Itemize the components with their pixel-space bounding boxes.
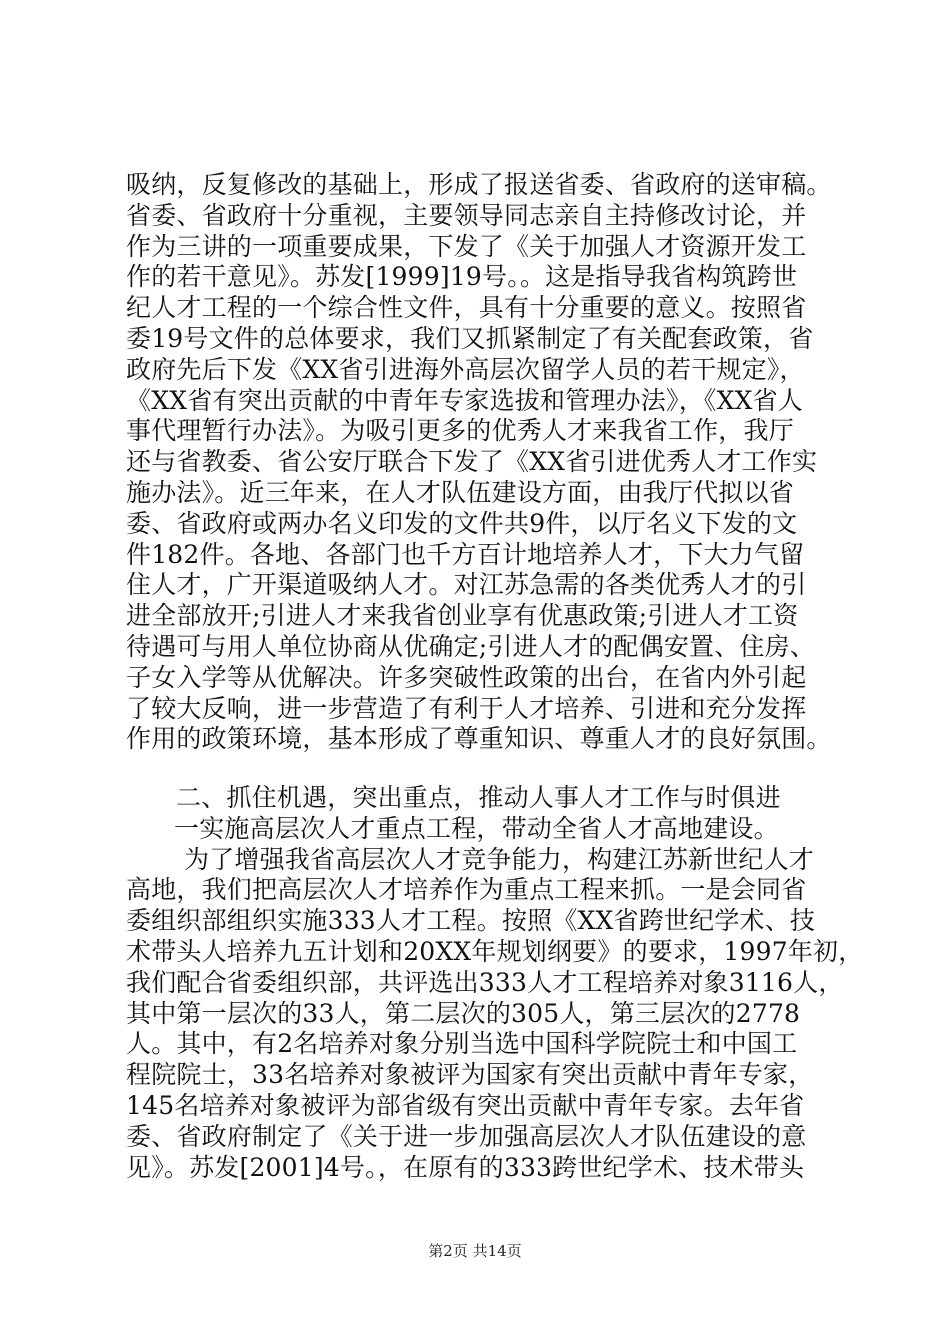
paragraph-1-line: 施办法》。近三年来，在人才队伍建设方面，由我厅代拟以省 <box>126 477 794 507</box>
paragraph-2-line: 委、省政府制定了《关于进一步加强高层次人才队伍建设的意 <box>126 1121 807 1151</box>
paragraph-2-line: 为了增强我省高层次人才竞争能力，构建江苏新世纪人才 <box>184 844 815 874</box>
paragraph-1-line: 委、省政府或两办名义印发的文件共9件，以厅名义下发的文 <box>126 508 798 538</box>
paragraph-2-line: 145名培养对象被评为部省级有突出贡献中青年专家。去年省 <box>126 1090 805 1120</box>
paragraph-1-line: 作为三讲的一项重要成果，下发了《关于加强人才资源开发工 <box>126 231 807 261</box>
paragraph-2-line: 高地，我们把高层次人才培养作为重点工程来抓。一是会同省 <box>126 875 807 905</box>
paragraph-1-line: 了较大反响，进一步营造了有利于人才培养、引进和充分发挥 <box>126 693 807 723</box>
paragraph-1-line: 委19号文件的总体要求，我们又抓紧制定了有关配套政策，省 <box>126 323 814 353</box>
paragraph-2-line: 其中第一层次的33人，第二层次的305人，第三层次的2778 <box>126 998 801 1028</box>
paragraph-1-line: 省委、省政府十分重视，主要领导同志亲自主持修改讨论，并 <box>126 200 807 230</box>
paragraph-1-line: 住人才，广开渠道吸纳人才。对江苏急需的各类优秀人才的引 <box>126 570 807 600</box>
paragraph-1 <box>126 170 832 755</box>
paragraph-1-line: 政府先后下发《XX省引进海外高层次留学人员的若干规定》， <box>126 354 805 384</box>
page-footer: 第2页 共14页 <box>428 1242 522 1260</box>
paragraph-2-line: 见》。苏发[2001]4号。，在原有的333跨世纪学术、技术带头 <box>126 1152 805 1182</box>
paragraph-1-line: 待遇可与用人单位协商从优确定;引进人才的配偶安置、住房、 <box>126 631 816 661</box>
paragraph-1-line: 作用的政策环境，基本形成了尊重知识、尊重人才的良好氛围。 <box>126 724 832 754</box>
paragraph-1-line: 件182件。各地、各部门也千方百计地培养人才，下大力气留 <box>126 539 805 569</box>
section-heading: 二、抓住机遇，突出重点，推动人事人才工作与时俱进 <box>176 783 781 812</box>
paragraph-1-line: 事代理暂行办法》。为吸引更多的优秀人才来我省工作，我厅 <box>126 416 794 446</box>
paragraph-2-line: 术带头人培养九五计划和20XX年规划纲要》的要求，1997年初， <box>126 936 864 966</box>
paragraph-2-line: 委组织部组织实施333人才工程。按照《XX省跨世纪学术、技 <box>126 906 816 936</box>
section-2 <box>126 783 864 1183</box>
paragraph-1-line: 还与省教委、省公安厅联合下发了《XX省引进优秀人才工作实 <box>126 447 818 477</box>
sub-heading: 一实施高层次人才重点工程，带动全省人才高地建设。 <box>174 813 779 843</box>
paragraph-2-line: 程院院士，33名培养对象被评为国家有突出贡献中青年专家， <box>126 1060 814 1090</box>
paragraph-2-line: 人。其中，有2名培养对象分别当选中国科学院院士和中国工 <box>126 1029 798 1059</box>
paragraph-1-line: 纪人才工程的一个综合性文件，具有十分重要的意义。按照省 <box>126 293 807 323</box>
paragraph-2-line: 我们配合省委组织部，共评选出333人才工程培养对象3116人， <box>126 967 844 997</box>
paragraph-1-line: 子女入学等从优解决。许多突破性政策的出台，在省内外引起 <box>126 662 807 692</box>
paragraph-1-line: 进全部放开;引进人才来我省创业享有优惠政策;引进人才工资 <box>126 601 799 631</box>
paragraph-1-line: 作的若干意见》。苏发[1999]19号。。这是指导我省构筑跨世 <box>126 262 798 292</box>
paragraph-1-line: 吸纳，反复修改的基础上，形成了报送省委、省政府的送审稿。 <box>126 170 832 199</box>
paragraph-1-line: 《XX省有突出贡献的中青年专家选拔和管理办法》，《XX省人 <box>126 385 803 415</box>
